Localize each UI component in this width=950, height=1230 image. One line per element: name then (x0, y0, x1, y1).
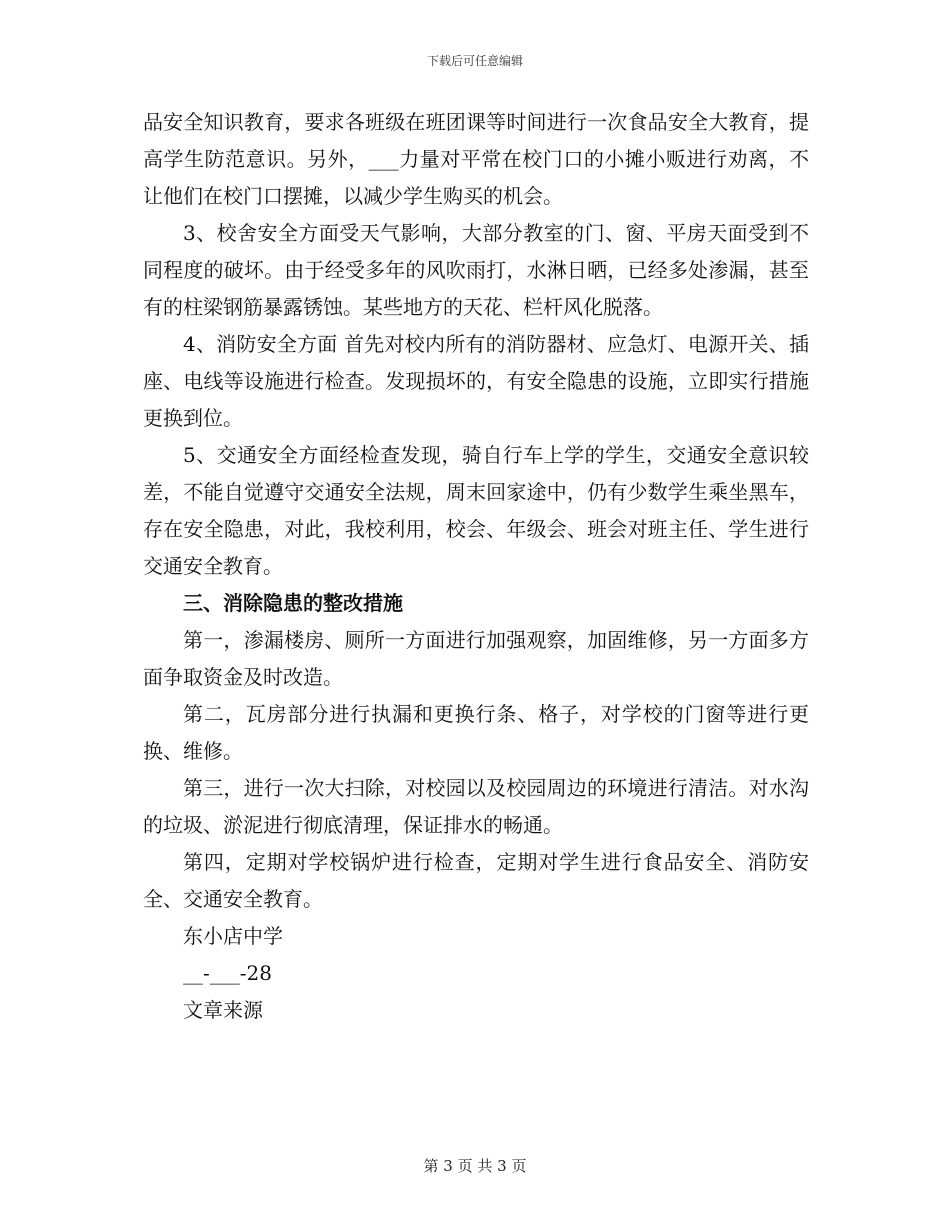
signature-date: __-___-28 (183, 961, 272, 985)
paragraph-fire-safety: 4、消防安全方面 首先对校内所有的消防器材、应急灯、电源开关、插座、电线等设施进行检查。发现损坏的，有安全隐患的设施，立即实行措施更换到位。 (143, 332, 809, 430)
signature-school-name: 东小店中学 (183, 924, 283, 948)
paragraph-building-safety: 3、校舍安全方面受天气影响，大部分教室的门、窗、平房天面受到不同程度的破坏。由于经受多年的风吹雨打，水淋日晒，已经多处渗漏，甚至有的柱梁钢筋暴露锈蚀。某些地方的天花、栏杆风化脱落。 (143, 221, 809, 319)
paragraph-traffic-safety: 5、交通安全方面经检查发现，骑自行车上学的学生，交通安全意识较差，不能自觉遵守交通安全法规，周末回家途中，仍有少数学生乘坐黑车，存在安全隐患，对此，我校利用，校会、年级会、班会对班主任、学生进行交通安全教育。 (143, 443, 809, 578)
paragraph-measure-second: 第二，瓦房部分进行执漏和更换行条、格子，对学校的门窗等进行更换、维修。 (143, 702, 809, 763)
page-header: 下载后可任意编辑 (426, 54, 523, 68)
article-source: 文章来源 (183, 998, 263, 1022)
page-number: 第 3 页 共 3 页 (423, 1157, 527, 1175)
document-body (143, 104, 809, 1029)
paragraph-measure-third: 第三，进行一次大扫除，对校园以及校园周边的环境进行清洁。对水沟的垃圾、淤泥进行彻底清理，保证排水的畅通。 (143, 776, 809, 837)
paragraph-food-safety-continued: 品安全知识教育，要求各班级在班团课等时间进行一次食品安全大教育，提高学生防范意识。另外，___力量对平常在校门口的小摊小贩进行劝离，不让他们在校门口摆摊，以减少学生购买的机会。 (143, 110, 809, 208)
paragraph-measure-first: 第一，渗漏楼房、厕所一方面进行加强观察，加固维修，另一方面多方面争取资金及时改造。 (143, 628, 809, 689)
paragraph-measure-fourth: 第四，定期对学校锅炉进行检查，定期对学生进行食品安全、消防安全、交通安全教育。 (143, 850, 809, 911)
section-heading-rectification: 三、消除隐患的整改措施 (183, 591, 403, 615)
